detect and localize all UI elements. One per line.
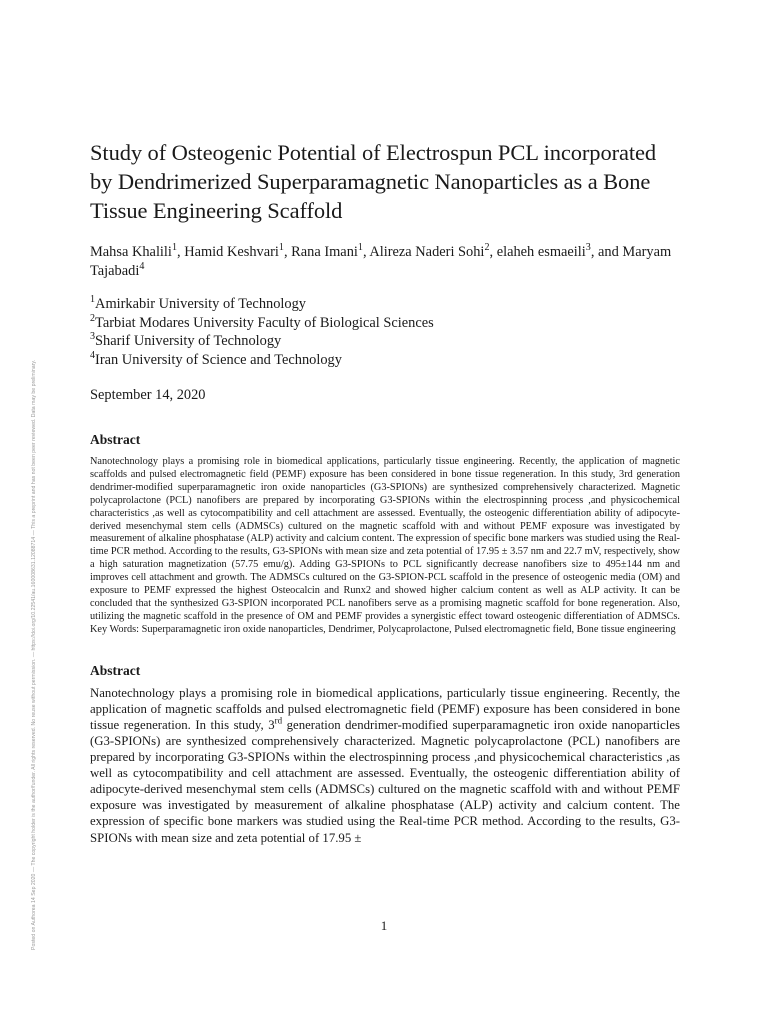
paper-page <box>90 138 680 846</box>
abstract-text-small: Nanotechnology plays a promising role in biomedical applications, particularly tissue engineering. Recently, the application of magnetic scaffolds and pulsed electromagnetic field (PEMF) exposure has been considered in bone tissue regeneration. In this study, 3rd generation dendrimer-modified superparamagnetic iron oxide nanoparticles (G3-SPIONs) are synthesized comprehensively characterized. Magnetic polycaprolactone (PCL) nanofibers are prepared by incorporating G3-SPIONs within the electrospinning process ,and physicochemical characteristics ,as well as cytocompatibility and cell attachment are assessed. Eventually, the osteogenic differentiation ability of adipocyte-derived mesenchymal stem cells (ADMSCs) cultured on the magnetic scaffold with and without PEMF exposure was investigated by measurement of alkaline phosphatase (ALP) activity and calcium content. The expression of specific bone markers was studied using the Real-time PCR method. According to the results, G3-SPIONs with mean size and zeta potential of 17.95 ± 3.57 nm and 22.7 mV, respectively, show a high saturation magnetization (57.75 emu/g). Adding G3-SPIONs to PCL significantly decrease nanofibers size to 495±144 nm and improves cell attachment and growth. The ADMSCs cultured on the G3-SPION-PCL scaffold in the presence of osteogenic media (OM) and exposure to PEMF expressed the highest Osteocalcin and Runx2 and showed higher calcium content as well as ALP activity. It can be concluded that the synthesized G3-SPION incorporated PCL nanofibers serve as a promising magnetic scaffold for bone regeneration. Also, utilizing the magnetic scaffold in the presence of OM and PEMF provides a synergistic effect toward osteogenic differentiation of ADMSCs. Key Words: Superparamagnetic iron oxide nanoparticles, Dendrimer, Polycaprolactone, Pulsed electromagnetic field, Bone tissue engineering <box>90 456 680 635</box>
affiliation-name: Sharif University of Technology <box>95 333 282 349</box>
author-name: elaheh esmaeili <box>496 244 586 260</box>
author-name: Mahsa Khalili <box>90 244 172 260</box>
paper-title: Study of Osteogenic Potential of Electrospun PCL incorporated by Dendrimerized Superparamagnetic Nanoparticles as a Bone Tissue Engineering Scaffold <box>90 140 657 223</box>
affiliation-item <box>90 314 680 333</box>
affiliation-number: 4 <box>90 349 96 361</box>
author-affiliation-mark: 1 <box>357 242 363 254</box>
affiliation-number: 3 <box>90 331 96 343</box>
abstract-text-part: Nanotechnology plays a promising role in biomedical applications, particularly tissue engineering. Recently, the application of magnetic scaffolds and pulsed electromagnetic field (PEMF) exposure has been considered in bone tissue regeneration. In this study, 3 <box>90 685 680 732</box>
affiliation-number: 2 <box>90 312 96 324</box>
publication-date: September 14, 2020 <box>90 387 206 403</box>
abstract-text-full <box>90 685 680 846</box>
abstract-heading: Abstract <box>90 432 141 447</box>
affiliation-name: Amirkabir University of Technology <box>95 296 306 312</box>
affiliation-item <box>90 295 680 314</box>
author-name: Hamid Keshvari <box>184 244 279 260</box>
author-affiliation-mark: 1 <box>278 242 284 254</box>
preprint-notice: Posted on Authorea 14 Sep 2020 — The copyright holder is the author/funder. All rights reserved. No reuse without permission. — https://doi.org/10.22541/au.160008631.12088714 — This a preprint and has not been peer reviewed. Data may be preliminary. <box>31 359 37 950</box>
affiliation-name: Tarbiat Modares University Faculty of Biological Sciences <box>95 314 434 331</box>
preprint-sidebar <box>27 130 41 950</box>
affiliation-list <box>90 295 680 369</box>
author-affiliation-mark: 3 <box>585 242 591 254</box>
abstract-heading-full: Abstract <box>90 662 141 678</box>
author-name: Maryam Tajabadi <box>90 244 672 279</box>
page-number: 1 <box>380 918 388 933</box>
affiliation-number: 1 <box>90 294 96 306</box>
author-affiliation-mark: 2 <box>484 242 490 254</box>
affiliation-item <box>90 332 680 351</box>
author-list: Mahsa Khalili$^1$, Hamid Keshvari$^1$, Rana Imani$^1$, Alireza Naderi Sohi$^2$, elaheh esmaeili$^3$, and Maryam Tajabadi$^4$ <box>90 242 672 279</box>
author-name: Rana Imani <box>291 244 358 260</box>
affiliation-item <box>90 351 680 370</box>
author-name: Alireza Naderi Sohi <box>369 244 485 260</box>
abstract-text-part: generation dendrimer-modified superparamagnetic iron oxide nanoparticles (G3-SPIONs) are synthesized comprehensively characterized. Magnetic polycaprolactone (PCL) nanofibers are prepared by incorporating G3-SPIONs within the electrospinning process ,and physicochemical characteristics ,as well as cytocompatibility and cell attachment are assessed. Eventually, the osteogenic differentiation ability of adipocyte-derived mesenchymal stem cells (ADMSCs) cultured on the magnetic scaffold with and without PEMF exposure was investigated by measurement of alkaline phosphatase (ALP) activity and calcium content. The expression of specific bone markers was studied using the Real-time PCR method. According to the results, G3-SPIONs with mean size and zeta potential of 17.95 ± <box>90 717 680 845</box>
author-affiliation-mark: 4 <box>139 261 145 273</box>
affiliation-name: Iran University of Science and Technology <box>95 351 342 368</box>
author-affiliation-mark: 1 <box>171 242 177 254</box>
ordinal-suffix: rd <box>274 715 283 726</box>
